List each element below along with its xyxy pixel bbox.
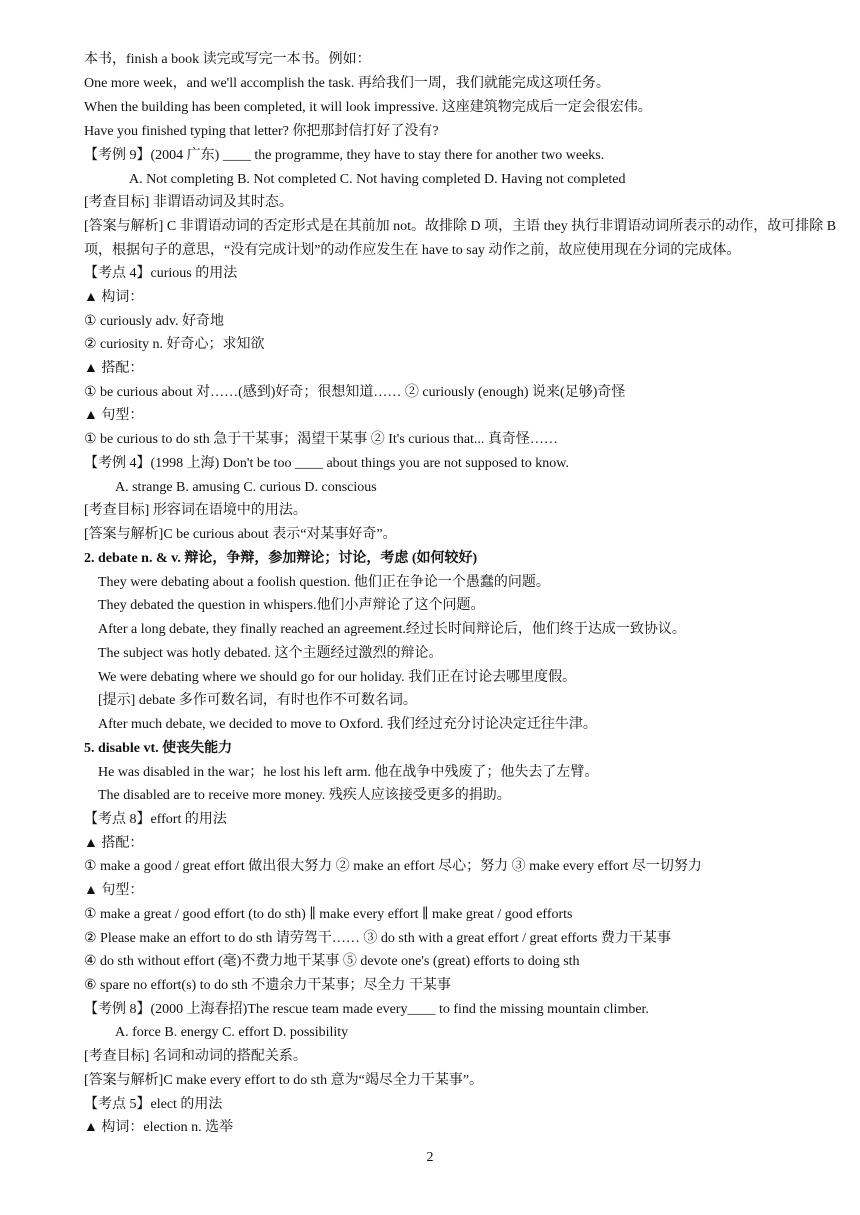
text-line: When the building has been completed, it will look impressive. 这座建筑物完成后一定会很宏伟。	[84, 100, 652, 115]
text-line: 本书，finish a book 读完或写完一本书。例如：	[84, 52, 371, 67]
exam-question: 【考例 9】(2004 广东) ____ the programme, they have to stay there for another two weeks.	[84, 148, 605, 163]
answer-explanation: [答案与解析]C make every effort to do sth 意为“竭尽全力干某事”。	[84, 1073, 484, 1088]
example-sentence: He was disabled in the war；he lost his left arm. 他在战争中残废了；他失去了左臂。	[98, 765, 599, 780]
exam-question: 【考例 8】(2000 上海春招)The rescue team made every____ to find the missing mountain climber.	[84, 1002, 649, 1017]
text-line: ▲ 句型：	[84, 408, 144, 423]
example-sentence: We were debating where we should go for our holiday. 我们正在讨论去哪里度假。	[98, 670, 577, 685]
exam-target: [考查目标] 非谓语动词及其时态。	[84, 195, 293, 210]
text-line: ① be curious about 对……(感到)好奇；很想知道…… ② curiously (enough) 说来(足够)奇怪	[84, 385, 626, 400]
example-sentence: After a long debate, they finally reached an agreement.经过长时间辩论后，他们终于达成一致协议。	[98, 622, 686, 637]
exam-question: 【考例 4】(1998 上海) Don't be too ____ about things you are not supposed to know.	[84, 456, 569, 471]
answer-options: A. force B. energy C. effort D. possibility	[115, 1025, 349, 1040]
text-line: ① make a good / great effort 做出很大努力 ② make an effort 尽心；努力 ③ make every effort 尽一切努力	[84, 859, 702, 874]
answer-options: A. Not completing B. Not completed C. Not having completed D. Having not completed	[129, 172, 626, 187]
exam-target: [考查目标] 形容词在语境中的用法。	[84, 503, 307, 518]
text-line: Have you finished typing that letter? 你把那封信打好了没有?	[84, 124, 439, 139]
answer-explanation: [答案与解析]C be curious about 表示“对某事好奇”。	[84, 527, 397, 542]
example-sentence: The subject was hotly debated. 这个主题经过激烈的辩论。	[98, 646, 443, 661]
section-heading: 【考点 4】curious 的用法	[84, 266, 238, 281]
text-line: ▲ 构词：election n. 选举	[84, 1120, 234, 1135]
example-sentence: The disabled are to receive more money. 残疾人应该接受更多的捐助。	[98, 788, 511, 803]
text-line: ⑥ spare no effort(s) to do sth 不遗余力干某事；尽全力 干某事	[84, 978, 451, 993]
text-line: One more week，and we'll accomplish the task. 再给我们一周，我们就能完成这项任务。	[84, 76, 610, 91]
example-sentence: They debated the question in whispers.他们小声辩论了这个问题。	[98, 598, 485, 613]
text-line: ④ do sth without effort (毫)不费力地干某事 ⑤ devote one's (great) efforts to doing sth	[84, 954, 580, 969]
section-heading: 【考点 5】elect 的用法	[84, 1097, 223, 1112]
answer-options: A. strange B. amusing C. curious D. conscious	[115, 480, 377, 495]
text-line: ① make a great / good effort (to do sth) ∥ make every effort ∥ make great / good efforts	[84, 907, 573, 922]
text-line: ▲ 句型：	[84, 883, 144, 898]
text-line: ▲ 搭配：	[84, 836, 144, 851]
text-line: ▲ 构词：	[84, 290, 144, 305]
text-line: ② curiosity n. 好奇心；求知欲	[84, 337, 265, 352]
text-line: ① be curious to do sth 急于干某事；渴望干某事 ② It's curious that... 真奇怪……	[84, 432, 558, 447]
text-line: ② Please make an effort to do sth 请劳驾干…… ③ do sth with a great effort / great efforts 费力干某事	[84, 931, 671, 946]
section-heading: 5. disable vt. 使丧失能力	[84, 741, 233, 756]
example-sentence: After much debate, we decided to move to Oxford. 我们经过充分讨论决定迁往牛津。	[98, 717, 597, 732]
tip-note: [提示] debate 多作可数名词，有时也作不可数名词。	[98, 693, 417, 708]
example-sentence: They were debating about a foolish question. 他们正在争论一个愚蠢的问题。	[98, 575, 550, 590]
text-line: ① curiously adv. 好奇地	[84, 314, 224, 329]
answer-explanation: [答案与解析] C 非谓语动词的否定形式是在其前加 not。故排除 D 项，主语 they 执行非谓语动词所表示的动作，故可排除 B 项，根据句子的意思，“没有完成计划”的动作应发生在 have to say 动作之前，故应使用现在分词的完成体。	[84, 219, 837, 258]
section-heading: 2. debate n. & v. 辩论，争辩，参加辩论；讨论，考虑 (如何较好)	[84, 551, 478, 566]
page-number: 2	[426, 1150, 434, 1165]
exam-target: [考查目标] 名词和动词的搭配关系。	[84, 1049, 307, 1064]
section-heading: 【考点 8】effort 的用法	[84, 812, 227, 827]
text-line: ▲ 搭配：	[84, 361, 144, 376]
